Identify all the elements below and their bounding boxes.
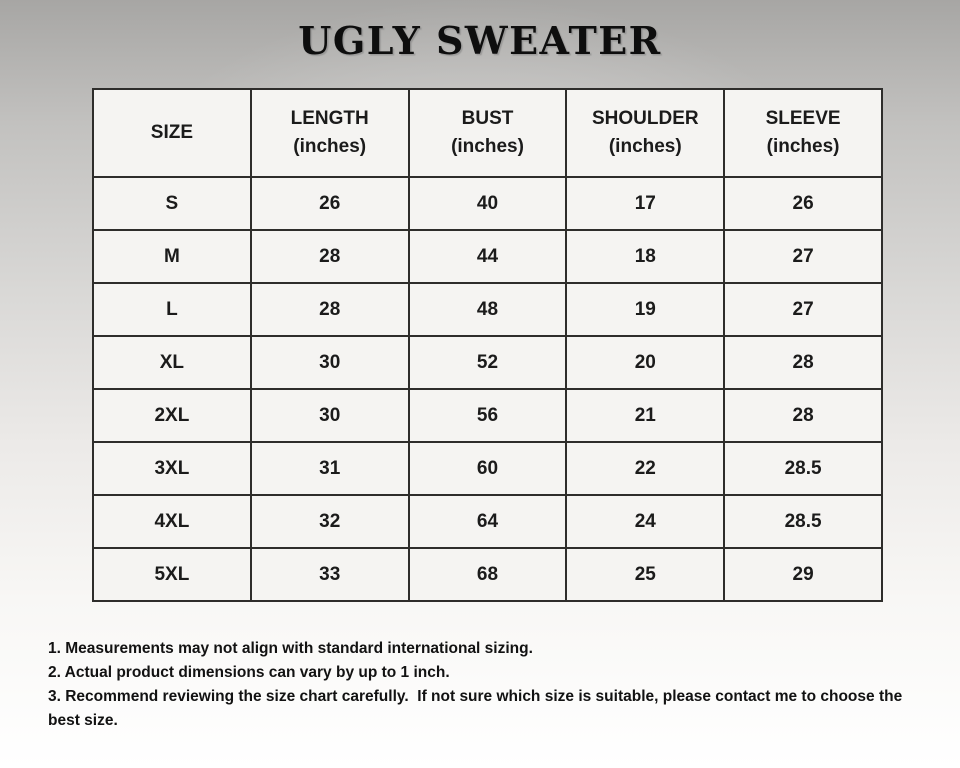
table-header-row — [93, 89, 882, 177]
cell-size: 2XL — [93, 389, 251, 442]
column-header-sleeve — [724, 89, 882, 177]
cell-bust: 40 — [409, 177, 567, 230]
cell-shoulder: 20 — [566, 336, 724, 389]
table-row-s — [93, 177, 882, 230]
column-header-size — [93, 89, 251, 177]
column-header-bust — [409, 89, 567, 177]
cell-size: S — [93, 177, 251, 230]
cell-sleeve: 28 — [724, 389, 882, 442]
cell-sleeve: 27 — [724, 230, 882, 283]
cell-sleeve: 29 — [724, 548, 882, 601]
cell-size: 4XL — [93, 495, 251, 548]
column-header-length — [251, 89, 409, 177]
cell-size: 5XL — [93, 548, 251, 601]
cell-bust: 64 — [409, 495, 567, 548]
cell-shoulder: 25 — [566, 548, 724, 601]
cell-sleeve: 26 — [724, 177, 882, 230]
cell-length: 32 — [251, 495, 409, 548]
column-header-unit: (inches) — [608, 136, 682, 157]
table-row-4xl — [93, 495, 882, 548]
table-row-m — [93, 230, 882, 283]
table-row-2xl — [93, 389, 882, 442]
cell-bust: 68 — [409, 548, 567, 601]
cell-shoulder: 24 — [566, 495, 724, 548]
cell-bust: 56 — [409, 389, 567, 442]
cell-shoulder: 17 — [566, 177, 724, 230]
table-row-xl — [93, 336, 882, 389]
cell-size: M — [93, 230, 251, 283]
table-row-5xl — [93, 548, 882, 601]
cell-length: 31 — [251, 442, 409, 495]
cell-sleeve: 27 — [724, 283, 882, 336]
cell-length: 33 — [251, 548, 409, 601]
cell-shoulder: 21 — [566, 389, 724, 442]
cell-sleeve: 28.5 — [724, 495, 882, 548]
column-header-unit: (inches) — [766, 136, 840, 157]
notes — [48, 637, 934, 733]
cell-length: 30 — [251, 336, 409, 389]
column-header-label: BUST — [461, 108, 514, 129]
column-header-label: SHOULDER — [591, 108, 699, 129]
cell-shoulder: 18 — [566, 230, 724, 283]
column-header-shoulder — [566, 89, 724, 177]
cell-size: L — [93, 283, 251, 336]
cell-shoulder: 19 — [566, 283, 724, 336]
page-title: UGLY SWEATER — [298, 18, 662, 63]
cell-sleeve: 28 — [724, 336, 882, 389]
cell-shoulder: 22 — [566, 442, 724, 495]
cell-length: 30 — [251, 389, 409, 442]
column-header-unit: (inches) — [451, 136, 524, 157]
cell-size: 3XL — [93, 442, 251, 495]
note-2: 2. Actual product dimensions can vary by up to 1 inch. — [48, 664, 450, 681]
column-header-label: SIZE — [150, 122, 194, 143]
column-header-label: LENGTH — [290, 108, 369, 129]
cell-size: XL — [93, 336, 251, 389]
cell-sleeve: 28.5 — [724, 442, 882, 495]
note-1: 1. Measurements may not align with standard international sizing. — [48, 640, 533, 657]
cell-length: 26 — [251, 177, 409, 230]
cell-bust: 44 — [409, 230, 567, 283]
column-header-unit: (inches) — [293, 136, 367, 157]
table-row-3xl — [93, 442, 882, 495]
cell-bust: 52 — [409, 336, 567, 389]
cell-bust: 60 — [409, 442, 567, 495]
cell-length: 28 — [251, 230, 409, 283]
cell-bust: 48 — [409, 283, 567, 336]
note-3: 3. Recommend reviewing the size chart carefully. If not sure which size is suitable, please contact me to choose the best size. — [48, 688, 907, 729]
size-chart-table — [92, 88, 883, 602]
table-row-l — [93, 283, 882, 336]
column-header-label: SLEEVE — [765, 108, 841, 129]
cell-length: 28 — [251, 283, 409, 336]
